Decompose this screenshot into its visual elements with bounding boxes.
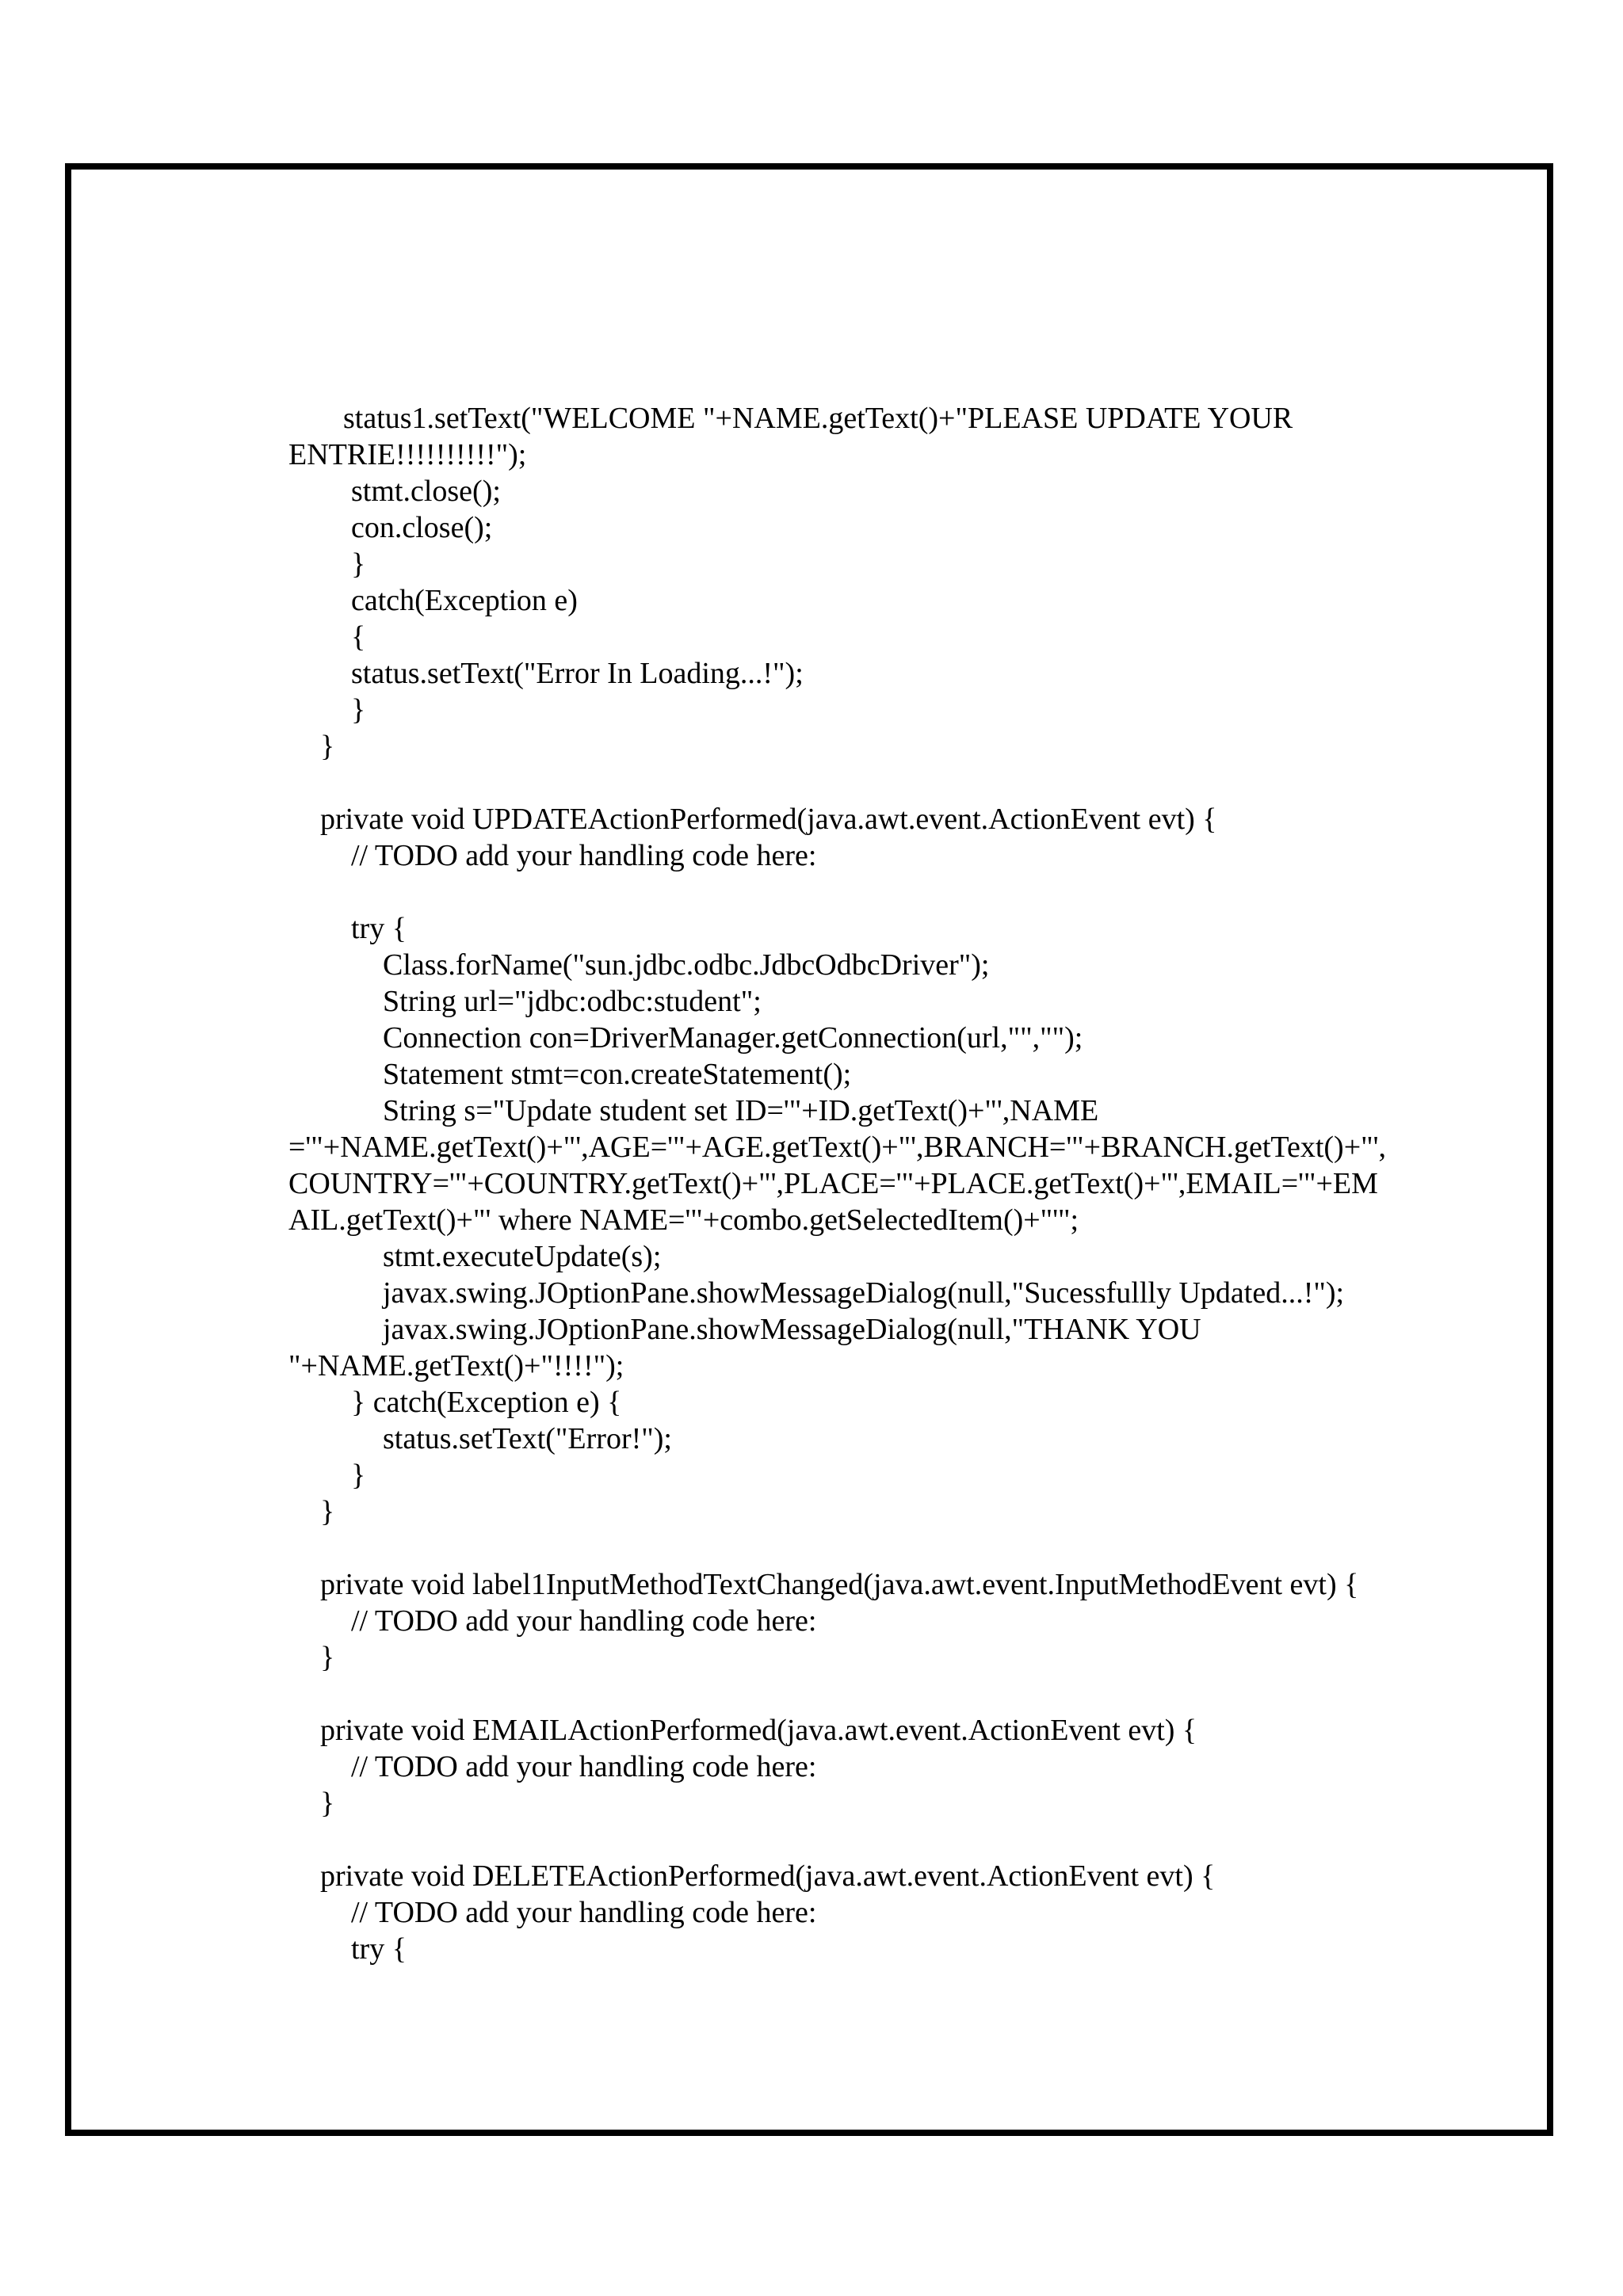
code-line: javax.swing.JOptionPane.showMessageDialog(null,"Sucessfullly Updated...!"); xyxy=(383,1276,1345,1310)
code-line: String s="Update student set ID='"+ID.getText()+"',NAME xyxy=(383,1094,1099,1127)
code-line: stmt.close(); xyxy=(351,475,501,508)
code-line: private void DELETEActionPerformed(java.awt.event.ActionEvent evt) { xyxy=(320,1859,1216,1893)
code-line: try { xyxy=(351,912,407,945)
code-line: // TODO add your handling code here: xyxy=(351,839,817,872)
code-line: status1.setText("WELCOME "+NAME.getText()+"PLEASE UPDATE YOUR xyxy=(343,402,1293,435)
code-line: private void label1InputMethodTextChanged(java.awt.event.InputMethodEvent evt) { xyxy=(320,1568,1359,1601)
code-line: Connection con=DriverManager.getConnection(url,"",""); xyxy=(383,1021,1083,1055)
code-line: stmt.executeUpdate(s); xyxy=(383,1240,662,1273)
code-line: } xyxy=(351,693,366,727)
code-line: Statement stmt=con.createStatement(); xyxy=(383,1058,852,1091)
code-line: status.setText("Error In Loading...!"); xyxy=(351,657,804,690)
code-line: catch(Exception e) xyxy=(351,584,578,617)
code-line: } xyxy=(320,1495,335,1528)
code-line: ='"+NAME.getText()+"',AGE='"+AGE.getText()+"',BRANCH='"+BRANCH.getText()+"', xyxy=(288,1131,1386,1164)
code-line: } catch(Exception e) { xyxy=(351,1386,622,1419)
code-line: String url="jdbc:odbc:student"; xyxy=(383,985,762,1018)
code-line: ENTRIE!!!!!!!!!!"); xyxy=(288,438,527,471)
code-line: } xyxy=(351,547,366,581)
code-line: Class.forName("sun.jdbc.odbc.JdbcOdbcDriver"); xyxy=(383,948,990,982)
code-line: COUNTRY='"+COUNTRY.getText()+"',PLACE='"+PLACE.getText()+"',EMAIL='"+EM xyxy=(288,1167,1378,1200)
code-line: con.close(); xyxy=(351,511,493,544)
code-line: try { xyxy=(351,1932,407,1966)
code-line: // TODO add your handling code here: xyxy=(351,1750,817,1783)
code-line: } xyxy=(320,1787,335,1820)
code-line: "+NAME.getText()+"!!!!"); xyxy=(288,1349,624,1383)
code-line: private void EMAILActionPerformed(java.awt.event.ActionEvent evt) { xyxy=(320,1714,1197,1747)
code-line: private void UPDATEActionPerformed(java.awt.event.ActionEvent evt) { xyxy=(320,803,1217,836)
code-line: } xyxy=(351,1459,366,1492)
code-line: // TODO add your handling code here: xyxy=(351,1896,817,1929)
code-line: // TODO add your handling code here: xyxy=(351,1604,817,1638)
code-line: } xyxy=(320,730,335,763)
code-line: javax.swing.JOptionPane.showMessageDialog(null,"THANK YOU xyxy=(383,1313,1201,1346)
code-line: { xyxy=(351,620,366,654)
code-line: } xyxy=(320,1641,335,1674)
code-line: AIL.getText()+"' where NAME='"+combo.getSelectedItem()+"'"; xyxy=(288,1203,1079,1237)
code-line: status.setText("Error!"); xyxy=(383,1422,672,1455)
